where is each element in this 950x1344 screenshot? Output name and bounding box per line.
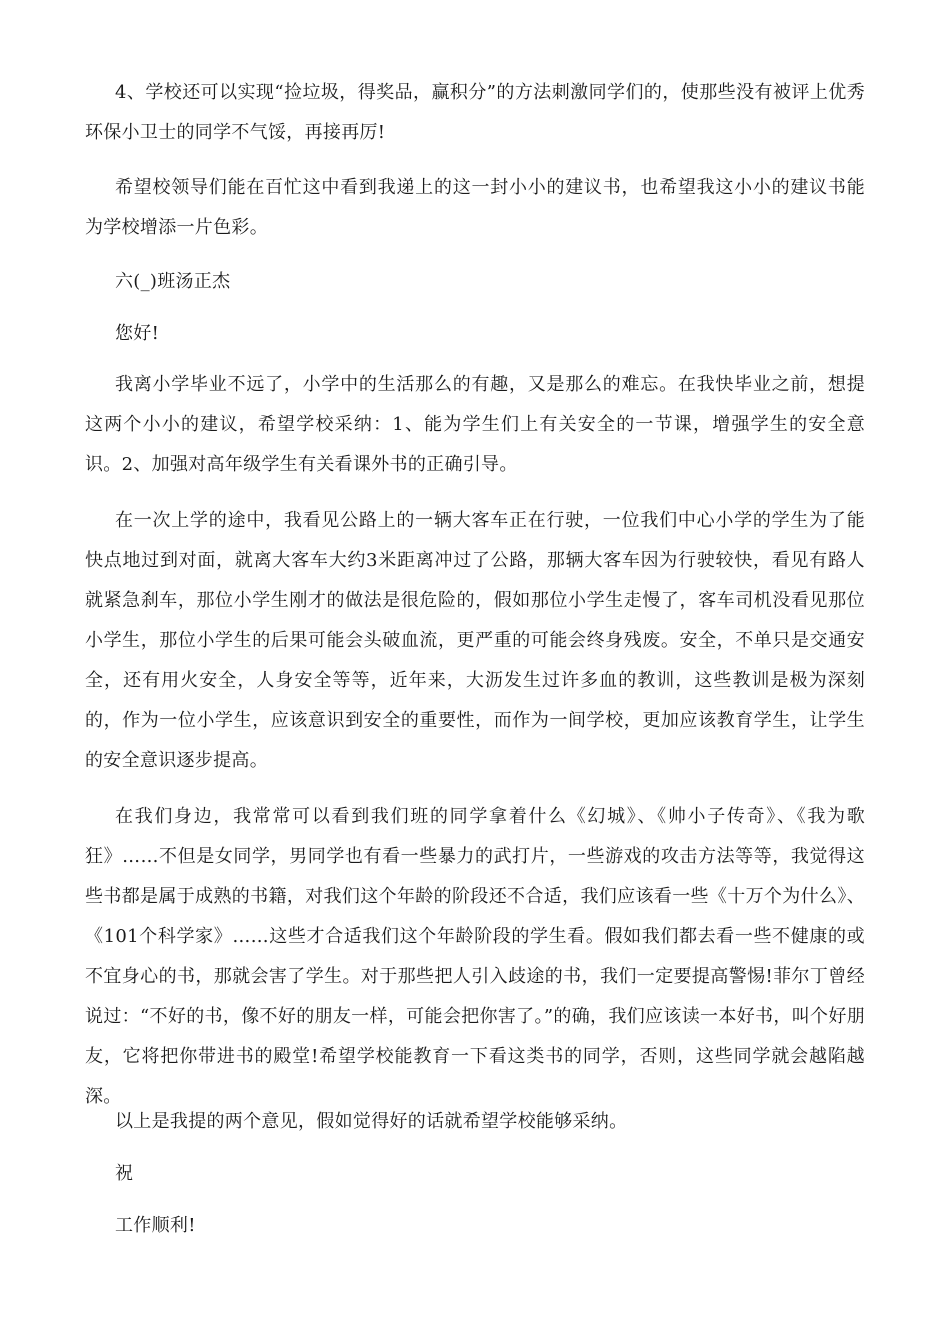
paragraph-reading-guidance: 在我们身边，我常常可以看到我们班的同学拿着什么《幻城》、《帅小子传奇》、《我为歌狂》……不但是女同学，男同学也有看一些暴力的武打片，一些游戏的攻击方法等等，我觉得这些书都是属于成熟的书籍，对我们这个年龄的阶段还不合适，我们应该看一些《十万个为什么》、《101个科学家》……这些才合适我们这个年龄阶段的学生看。假如我们都去看一些不健康的或不宜身心的书，那就会害了学生。对于那些把人引入歧途的书，我们一定要提高警惕!菲尔丁曾经说过：“不好的书，像不好的朋友一样，可能会把你害了。”的确，我们应该读一本好书，叫个好朋友，它将把你带进书的殿堂!希望学校能教育一下看这类书的同学，否则，这些同学就会越陷越深。 <box>85 806 865 1107</box>
paragraph-introduction: 我离小学毕业不远了，小学中的生活那么的有趣，又是那么的难忘。在我快毕业之前，想提这两个小小的建议，希望学校采纳：1、能为学生们上有关安全的一节课，增强学生的安全意识。2、加强对高年级学生有关看课外书的正确引导。 <box>85 374 865 475</box>
paragraph-safety-example: 在一次上学的途中，我看见公路上的一辆大客车正在行驶，一位我们中心小学的学生为了能快点地过到对面，就离大客车大约3米距离冲过了公路，那辆大客车因为行驶较快，看见有路人就紧急刹车，那位小学生刚才的做法是很危险的，假如那位小学生走慢了，客车司机没看见那位小学生，那位小学生的后果可能会头破血流，更严重的可能会终身残废。安全，不单只是交通安全，还有用火安全，人身安全等等，近年来，大沥发生过许多血的教训，这些教训是极为深刻的，作为一位小学生，应该意识到安全的重要性，而作为一间学校，更加应该教育学生，让学生的安全意识逐步提高。 <box>85 510 865 771</box>
greeting-line: 您好! <box>115 323 160 344</box>
paragraph-conclusion: 以上是我提的两个意见，假如觉得好的话就希望学校能够采纳。 <box>115 1111 628 1132</box>
closing-blessing: 工作顺利! <box>115 1215 196 1236</box>
signature-line: 六(_)班汤正杰 <box>115 271 231 292</box>
paragraph-closing-hope: 希望校领导们能在百忙这中看到我递上的这一封小小的建议书，也希望我这小小的建议书能为学校增添一片色彩。 <box>85 177 865 238</box>
paragraph-suggestion-4: 4、学校还可以实现“捡垃圾，得奖品，赢积分”的方法刺激同学们的，使那些没有被评上优秀环保小卫士的同学不气馁，再接再厉! <box>85 82 865 143</box>
closing-wish: 祝 <box>115 1163 134 1184</box>
